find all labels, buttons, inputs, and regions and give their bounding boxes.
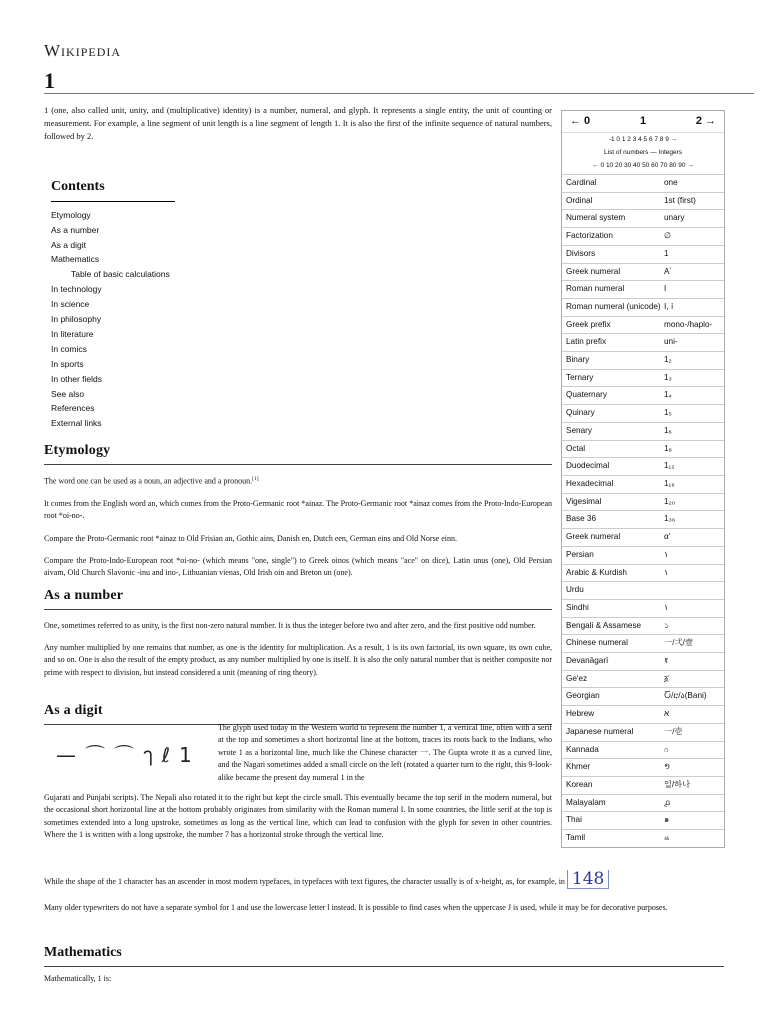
infobox-key: Devanāgarī bbox=[566, 656, 609, 666]
toc-title: Contents bbox=[51, 176, 175, 202]
infobox-row bbox=[562, 209, 724, 227]
etymology-paragraph: Compare the Proto-Indo-European root *oi-no- (which means "one, single") to Greek oinos (which means "ace" on dice), Latin unus (one), Old Persian aivam, Old Church Slavonic -inu and ino-, Lithuanian vienas, Old Irish oin and Breton un (one). bbox=[44, 555, 552, 578]
prev-number-link[interactable]: ← 0 bbox=[570, 115, 591, 127]
infobox-row bbox=[562, 192, 724, 210]
infobox-value: א bbox=[664, 709, 670, 719]
infobox-value: 1₂₀ bbox=[664, 496, 676, 506]
glyph-upstroke: ℓ bbox=[161, 743, 171, 767]
infobox-value: ፩ bbox=[664, 673, 670, 683]
infobox-value: ๑ bbox=[664, 815, 670, 825]
infobox-key: Japanese numeral bbox=[566, 726, 634, 736]
infobox-key: Greek numeral bbox=[566, 266, 621, 276]
infobox-key: Urdu bbox=[566, 585, 584, 595]
section-divider bbox=[44, 966, 724, 967]
infobox-row bbox=[562, 404, 724, 422]
infobox-value: 1₃₆ bbox=[664, 514, 676, 524]
infobox-row bbox=[562, 422, 724, 440]
section-divider bbox=[44, 464, 552, 465]
infobox-row bbox=[562, 705, 724, 723]
infobox-key: Greek numeral bbox=[566, 532, 621, 542]
etymology-paragraph: Compare the Proto-Germanic root *ainaz to Old Frisian an, Gothic ains, Danish en, Dutch een, German eins and Old Norse einn. bbox=[44, 533, 458, 543]
infobox-row bbox=[562, 670, 724, 688]
infobox-row bbox=[562, 687, 724, 705]
infobox-value: ١ bbox=[664, 567, 669, 577]
infobox-rows bbox=[562, 174, 724, 847]
infobox-number-nav[interactable]: -1 0 1 2 3 4 5 6 7 8 9 → bbox=[608, 136, 678, 144]
infobox-key: Base 36 bbox=[566, 514, 597, 524]
infobox-key: Roman numeral (unicode) bbox=[566, 301, 661, 311]
digit-evolution-image bbox=[56, 740, 206, 771]
toc-item-technology[interactable]: In technology bbox=[51, 284, 102, 295]
infobox-tens-nav[interactable]: ← 0 10 20 30 40 50 60 70 80 90 → bbox=[592, 162, 694, 170]
infobox-value: 一/壱 bbox=[664, 726, 683, 736]
infobox-navigation bbox=[562, 111, 724, 133]
toc-item-other-fields[interactable]: In other fields bbox=[51, 373, 103, 384]
infobox-value: 1₃ bbox=[664, 372, 672, 382]
infobox-row bbox=[562, 440, 724, 458]
infobox-row bbox=[562, 546, 724, 564]
infobox-row bbox=[562, 581, 724, 599]
infobox-row bbox=[562, 776, 724, 794]
toc-item-as-a-digit[interactable]: As a digit bbox=[51, 239, 86, 250]
infobox-key: Duodecimal bbox=[566, 461, 610, 471]
infobox-value: 1st (first) bbox=[664, 195, 696, 205]
infobox-value: ௧ bbox=[664, 833, 670, 843]
infobox-row bbox=[562, 617, 724, 635]
toc-item-philosophy[interactable]: In philosophy bbox=[51, 314, 102, 325]
infobox-row bbox=[562, 263, 724, 281]
infobox-value: uni- bbox=[664, 337, 678, 347]
intro-paragraph: 1 (one, also called unit, unity, and (multiplicative) identity) is a number, numeral, and glyph. It represents a single entity, the unit of counting or measurement. For example, a line segment of unit length is a line segment of length 1. It is also the first of the infinite sequence of natural numbers, followed by 2. bbox=[44, 105, 552, 142]
toc-item-literature[interactable]: In literature bbox=[51, 328, 94, 339]
infobox-key: Khmer bbox=[566, 762, 591, 772]
infobox-value: 1₈ bbox=[664, 443, 672, 453]
infobox-row bbox=[562, 723, 724, 741]
math-paragraph: Mathematically, 1 is: bbox=[44, 973, 112, 983]
infobox-key: Octal bbox=[566, 443, 586, 453]
infobox-key: Georgian bbox=[566, 691, 600, 701]
infobox-row bbox=[562, 298, 724, 316]
etymology-paragraph: It comes from the English word an, which comes from the Proto-Germanic root *ainaz. The Proto-Germanic root *ainaz comes from the Proto-Indo-European root *oi-no-. bbox=[44, 498, 552, 521]
infobox-key: Factorization bbox=[566, 231, 613, 241]
infobox-row bbox=[562, 599, 724, 617]
infobox-value: ∅ bbox=[664, 231, 672, 241]
toc-item-science[interactable]: In science bbox=[51, 299, 90, 310]
infobox-key: Arabic & Kurdish bbox=[566, 567, 627, 577]
infobox-row bbox=[562, 811, 724, 829]
infobox-row bbox=[562, 758, 724, 776]
infobox-key: Ge'ez bbox=[566, 673, 588, 683]
infobox-key: Numeral system bbox=[566, 213, 626, 223]
number-paragraph: One, sometimes referred to as unity, is the first non-zero natural number. It is thus the integer before two and after zero, and the first positive odd number. bbox=[44, 620, 536, 630]
page-title: 1 bbox=[44, 68, 55, 93]
infobox-row bbox=[562, 457, 724, 475]
infobox-key: Sindhi bbox=[566, 602, 589, 612]
infobox-value: unary bbox=[664, 213, 685, 223]
infobox-value: I bbox=[664, 284, 667, 294]
infobox-row bbox=[562, 510, 724, 528]
infobox-value: ١ bbox=[664, 602, 669, 612]
infobox-key: Malayalam bbox=[566, 797, 606, 807]
infobox-value: ១ bbox=[664, 762, 671, 772]
section-heading-etymology: Etymology bbox=[44, 443, 111, 458]
infobox-row bbox=[562, 564, 724, 582]
infobox-value: 1₆ bbox=[664, 425, 672, 435]
infobox-row bbox=[562, 741, 724, 759]
infobox-key: Hexadecimal bbox=[566, 479, 614, 488]
number-paragraph: Any number multiplied by one remains that number, as one is the identity for multiplication. As a result, 1 is its own factorial, its own square, its own cube, and so on. One is also the result of the empty product, as any number multiplied by one is itself. It is also the only natural number that is neither composite nor prime with respect to division, but instead considered a unit (meaning of ring theory). bbox=[44, 643, 552, 677]
infobox-key: Bengali & Assamese bbox=[566, 620, 642, 630]
toc-item-mathematics[interactable]: Mathematics bbox=[51, 254, 100, 265]
infobox-value: α' bbox=[664, 532, 671, 542]
infobox-row bbox=[562, 528, 724, 546]
infobox-list-link[interactable]: List of numbers — Integers bbox=[603, 149, 683, 157]
infobox-row bbox=[562, 245, 724, 263]
title-divider bbox=[44, 93, 754, 94]
infobox-value: 일/하나 bbox=[664, 779, 691, 789]
toc-item-sports[interactable]: In sports bbox=[51, 358, 84, 369]
infobox-value: Ⅰ, ⅰ bbox=[664, 301, 674, 311]
infobox-row bbox=[562, 475, 724, 493]
toc-item-external-links[interactable]: External links bbox=[51, 418, 102, 429]
infobox-key: Tamil bbox=[566, 833, 586, 843]
infobox-row bbox=[562, 369, 724, 387]
glyph-nagari: ⌒ bbox=[114, 743, 134, 767]
infobox-row bbox=[562, 280, 724, 298]
infobox-value: 1₁₂ bbox=[664, 461, 675, 471]
digit-paragraph: The glyph used today in the Western world to represent the number 1, a vertical line, often with a serif at the top and sometimes a short horizontal line at the bottom, traces its roots back to the Indians, who wrote 1 as a horizontal line, much like the Chinese character 一. The Gupta wrote it as a curved line, and the Nagari sometimes added a small circle on the left (rotated a quarter turn to the right, this 9-look-alike became the present day numeral 1 in the bbox=[218, 723, 552, 782]
etymology-paragraph: The word one can be used as a noun, an adjective and a pronoun.[1] bbox=[44, 475, 259, 486]
infobox-key: Binary bbox=[566, 355, 590, 365]
infobox-key: Vigesimal bbox=[566, 496, 602, 506]
infobox-key: Cardinal bbox=[566, 178, 597, 188]
infobox-key: Chinese numeral bbox=[566, 638, 628, 648]
infobox-value: 1₅ bbox=[664, 408, 672, 418]
infobox-value: ൧ bbox=[664, 797, 670, 807]
infobox-row bbox=[562, 652, 724, 670]
infobox-key: Persian bbox=[566, 549, 594, 559]
digit-paragraph-cont: Gujarati and Punjabi scripts). The Nepali also rotated it to the right but kept the circle small. This eventually became the top serif in the modern numeral, but the occasional short horizontal line at the bottom probably originates from similarity with the Roman numeral I. In some countries, the little serif at the top is sometimes extended into a long upstroke, sometimes as long as the vertical line, which can lead to confusion with the glyph for seven in other countries. Where the 1 is written with a long upstroke, the number 7 has a horizontal stroke through the vertical line. bbox=[44, 793, 552, 840]
table-of-contents bbox=[51, 176, 201, 431]
current-number: 1 bbox=[639, 115, 647, 127]
infobox-row bbox=[562, 227, 724, 245]
infobox-key: Thai bbox=[566, 815, 582, 825]
toc-item-references[interactable]: References bbox=[51, 403, 95, 414]
infobox-value: १ bbox=[664, 656, 669, 666]
infobox-key: Senary bbox=[566, 425, 592, 435]
infobox-row bbox=[562, 634, 724, 652]
infobox-row bbox=[562, 174, 724, 192]
infobox-row bbox=[562, 316, 724, 334]
glyph-gupta: ⌒ bbox=[85, 743, 105, 767]
infobox-value: mono-/haplo- bbox=[664, 319, 713, 329]
infobox-value: 1₁₆ bbox=[664, 479, 675, 488]
section-etymology bbox=[44, 440, 552, 590]
infobox-key: Ternary bbox=[566, 372, 594, 382]
infobox-key: Quaternary bbox=[566, 390, 607, 400]
wikipedia-logo[interactable]: Wikipedia bbox=[44, 41, 122, 60]
infobox-value: 1₄ bbox=[664, 390, 672, 400]
infobox-row bbox=[562, 351, 724, 369]
toc-item-etymology[interactable]: Etymology bbox=[51, 209, 91, 220]
glyph-rotated: ๅ bbox=[143, 743, 153, 767]
infobox-key: Divisors bbox=[566, 248, 596, 258]
infobox-value: ١ bbox=[664, 549, 669, 559]
citation-ref[interactable]: [1] bbox=[252, 475, 259, 482]
infobox-row bbox=[562, 386, 724, 404]
infobox-value: Ⴀ/ⴀ/ა(Bani) bbox=[664, 691, 707, 701]
glyph-brahmi: — bbox=[56, 743, 76, 767]
infobox-row bbox=[562, 493, 724, 511]
text-figures-paragraph: While the shape of the 1 character has an ascender in most modern typefaces, in typefaces with text figures, the character usually is of x-height, as, for example, in 148 bbox=[44, 870, 724, 889]
infobox-value: 1₂ bbox=[664, 355, 672, 365]
infobox-row bbox=[562, 829, 724, 847]
text-figure-example: 148 bbox=[567, 870, 609, 889]
infobox-value: one bbox=[664, 178, 678, 188]
number-infobox bbox=[561, 110, 725, 848]
infobox-key: Korean bbox=[566, 779, 593, 789]
toc-item-comics[interactable]: In comics bbox=[51, 343, 87, 354]
infobox-key: Kannada bbox=[566, 744, 599, 754]
infobox-row bbox=[562, 333, 724, 351]
toc-item-basic-calculations[interactable]: Table of basic calculations bbox=[71, 269, 170, 280]
infobox-key: Ordinal bbox=[566, 195, 593, 205]
infobox-value: ১ bbox=[664, 620, 670, 630]
infobox-value: 一/弌/壹 bbox=[664, 638, 694, 648]
next-number-link[interactable]: 2 → bbox=[695, 115, 716, 127]
infobox-value: ೧ bbox=[664, 744, 669, 754]
glyph-modern: 1 bbox=[179, 743, 192, 767]
section-divider bbox=[44, 609, 552, 610]
toc-item-as-a-number[interactable]: As a number bbox=[51, 224, 100, 235]
infobox-key: Hebrew bbox=[566, 709, 595, 719]
infobox-key: Quinary bbox=[566, 408, 595, 418]
infobox-row bbox=[562, 794, 724, 812]
infobox-key: Latin prefix bbox=[566, 337, 607, 347]
infobox-value: 1 bbox=[664, 248, 669, 258]
infobox-value: Α´ bbox=[664, 266, 673, 276]
section-heading-as-a-digit: As a digit bbox=[44, 703, 103, 718]
infobox-key: Roman numeral bbox=[566, 284, 625, 294]
infobox-key: Greek prefix bbox=[566, 319, 611, 329]
typewriter-paragraph: Many older typewriters do not have a separate symbol for 1 and use the lowercase letter l instead. It is possible to find cases when the uppercase J is used, while it may be for decorative purposes. bbox=[44, 903, 668, 912]
section-as-a-number bbox=[44, 585, 552, 689]
section-heading-as-a-number: As a number bbox=[44, 588, 124, 603]
section-mathematics bbox=[44, 942, 724, 985]
toc-item-see-also[interactable]: See also bbox=[51, 388, 85, 399]
section-heading-mathematics: Mathematics bbox=[44, 945, 122, 960]
